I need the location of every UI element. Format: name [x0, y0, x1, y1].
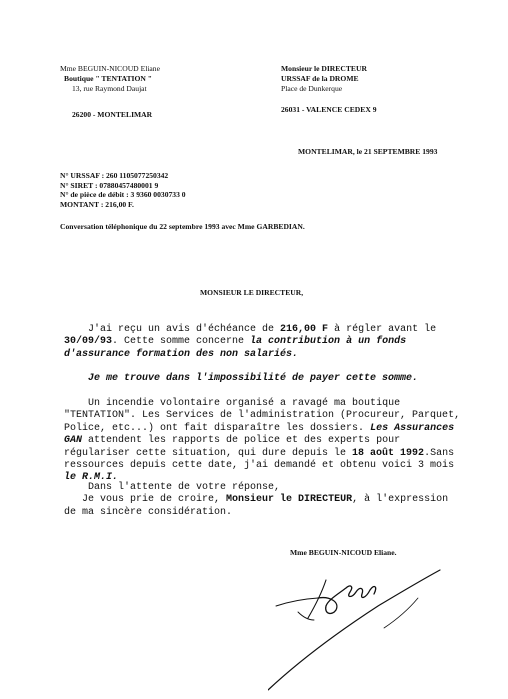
paragraph-2: Je me trouve dans l'impossibilité de payer cette somme. [88, 373, 419, 384]
para1-line1: J'ai reçu un avis d'échéance de 216,00 F à régler avant le [88, 324, 437, 335]
para3-line7: le R.M.I. [64, 472, 119, 484]
sender-address [60, 64, 160, 120]
reference-block [60, 171, 186, 209]
para3-line5: régulariser cette situation, qui dure depuis le 18 août 1992.Sans [64, 447, 455, 459]
recipient-street: Place de Dunkerque [281, 84, 343, 93]
paragraph-3 [64, 398, 460, 485]
recipient-org: URSSAF de la DROME [281, 74, 359, 83]
para3-line6: ressources depuis cette date, j'ai demandé et obtenu voici 3 mois [64, 460, 455, 472]
para1-line3: d'assurance formation des non salariés. [64, 348, 299, 360]
ref-urssaf: N° URSSAF : 260 1105077250342 [60, 171, 169, 180]
signature-name: Mme BEGUIN-NICOUD Eliane. [290, 548, 397, 557]
handwritten-signature [268, 558, 468, 693]
recipient-title: Monsieur le DIRECTEUR [281, 64, 367, 73]
para3-line4: GAN attendent les rapports de police et des experts pour [64, 435, 401, 447]
recipient-address [281, 64, 377, 115]
para4-line3: de ma sincère considération. [64, 506, 233, 518]
sender-shop: Boutique " TENTATION " [64, 74, 152, 83]
para1-line2: 30/09/93. Cette somme concerne la contribution à un fonds [64, 336, 407, 348]
paragraph-1 [64, 324, 436, 361]
sender-city: 26200 - MONTELIMAR [72, 110, 153, 119]
recipient-city: 26031 - VALENCE CEDEX 9 [281, 105, 377, 114]
ref-piece: N° de pièce de débit : 3 9360 0030733 0 [60, 190, 186, 200]
para4-line1: Dans l'attente de votre réponse, [88, 482, 281, 493]
para3-line2: "TENTATION". Les Services de l'administration (Procureur, Parquet, [64, 410, 461, 422]
date-line: MONTELIMAR, le 21 SEPTEMBRE 1993 [298, 147, 438, 156]
salutation: MONSIEUR LE DIRECTEUR, [200, 288, 304, 297]
ref-siret: N° SIRET : 07880457480001 9 [60, 180, 159, 190]
sender-street: 13, rue Raymond Daujat [72, 84, 147, 93]
paragraph-4 [64, 482, 448, 519]
sender-name: Mme BEGUIN-NICOUD Eliane [60, 64, 160, 73]
para4-line2: Je vous prie de croire, Monsieur le DIRECTEUR, à l'expression [82, 494, 449, 506]
para3-line3: Police, etc...) ont fait disparaître les dossiers. Les Assurances [64, 422, 455, 434]
para3-line1: Un incendie volontaire organisé a ravagé ma boutique [88, 398, 401, 409]
ref-montant: MONTANT : 216,00 F. [60, 199, 134, 209]
conversation-line: Conversation téléphonique du 22 septembre 1993 avec Mme GARBEDIAN. [60, 222, 305, 231]
